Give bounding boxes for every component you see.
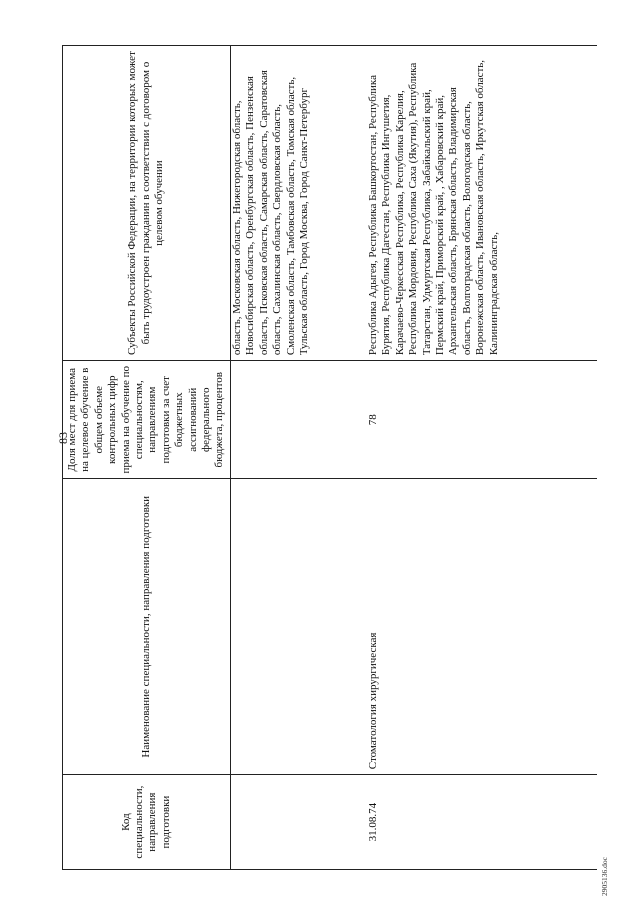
cell-regions-continued: область, Московская область, Нижегородская область, Новосибирская область, Оренбургская область, Пензенская область, Псковская область, Самарская область, Саратовская область, Сахалинская область, Свердловская область, Смоленская область, Тамбовская область, Томская область, Тульская область, Город Москва, Город Санкт-Петербург bbox=[230, 46, 361, 361]
header-code: Код специальности, направления подготовки bbox=[63, 775, 231, 870]
cell-regions: Республика Адыгея, Республика Башкортостан, Республика Бурятия, Республика Дагестан, Республика Ингушетия, Карачаево-Черкесская Республика, Республика Карелия, Республика Мордовия, Республика Саха (Якутия), Республика Татарстан, Удмуртская Республика, Забайкальский край, Пермский край, Приморский край, , Хабаровский край, Архангельская область, Брянская область, Владимирская область, Волгоградская область, Вологодская область, Воронежская область, Ивановская область, Иркутская область, Калининградская область, bbox=[361, 46, 597, 361]
cell-code: 31.08.74 bbox=[361, 775, 597, 870]
header-share: Доля мест для приема на целевое обучение в общем объеме контрольных цифр приема на обучение по специальностям, направлениям подготовки за счет бюджетных ассигнований федерального бюджета, процентов bbox=[63, 361, 231, 479]
cell-empty bbox=[230, 361, 361, 479]
cell-empty bbox=[230, 479, 361, 775]
cell-share: 78 bbox=[361, 361, 597, 479]
target-admission-table bbox=[62, 45, 597, 870]
table-row-continued bbox=[230, 46, 361, 870]
footer-filename: 2905136.doc bbox=[600, 857, 609, 896]
page-number: 83 bbox=[56, 432, 70, 444]
rotated-table-container bbox=[62, 45, 577, 870]
header-regions: Субъекты Российской Федерации, на территории которых может быть трудоустроен гражданин в соответствии с договором о целевом обучении bbox=[63, 46, 231, 361]
cell-name: Стоматология хирургическая bbox=[361, 479, 597, 775]
table-row bbox=[361, 46, 597, 870]
header-name: Наименование специальности, направления подготовки bbox=[63, 479, 231, 775]
table-header-row bbox=[63, 46, 231, 870]
cell-empty bbox=[230, 775, 361, 870]
